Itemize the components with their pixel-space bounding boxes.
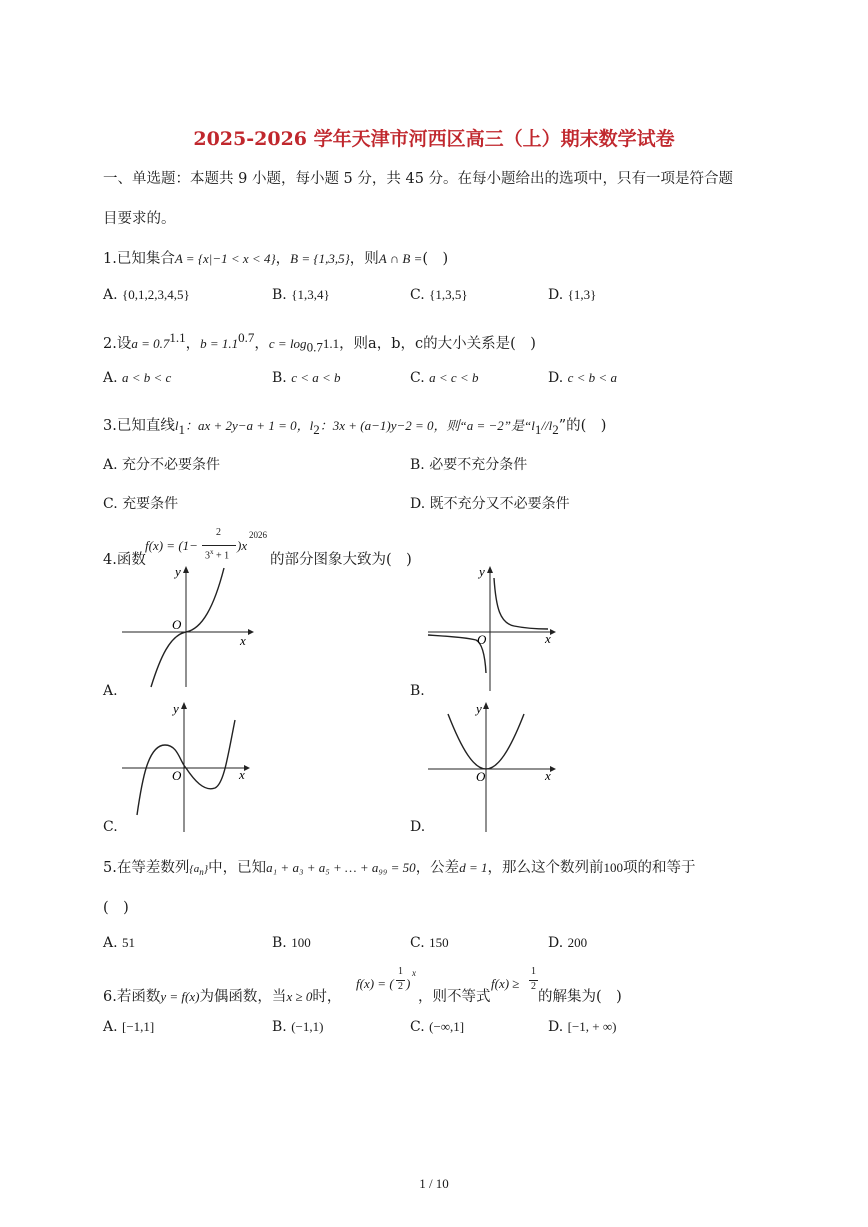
option-label: A. <box>103 370 118 386</box>
y-axis-arrow <box>183 566 189 573</box>
q4-option-d-label[interactable]: D. <box>410 819 426 835</box>
option-label: C. <box>410 370 425 386</box>
q4-option-a-label[interactable]: A. <box>103 683 118 699</box>
option-value: [−1,1] <box>122 1019 155 1034</box>
q4-frac-den-tail: + 1 <box>213 550 230 562</box>
q1-set-b: B = {1,3,5} <box>290 251 350 266</box>
option-value: {1,3,4} <box>291 287 330 302</box>
q2-a-exp: 1.1 <box>169 330 186 345</box>
section-instructions-line1: 一、单选题：本题共 9 小题，每小题 5 分，共 45 分。在每小题给出的选项中，只有一项是符合题 <box>103 171 734 187</box>
option-value: c < b < a <box>567 370 617 385</box>
option-value: a < c < b <box>429 370 479 385</box>
origin-label: O <box>172 617 182 632</box>
q5-seq <box>189 863 209 878</box>
page-title: 2025-2026 学年天津市河西区高三（上）期末数学试卷 <box>193 128 675 150</box>
q2-c: c = log <box>268 335 307 351</box>
q3-eq1: ：ax + 2y−a + 1 = 0， <box>184 418 310 433</box>
q6-frac-num: 1 <box>398 966 403 977</box>
option-value: (−∞,1] <box>429 1019 465 1034</box>
q5-mid2: ，公差 <box>415 860 460 876</box>
option-value: 200 <box>567 935 588 950</box>
option-value: 100 <box>291 935 311 950</box>
option-value: 充要条件 <box>122 496 179 512</box>
q6-option-b[interactable] <box>272 1019 323 1035</box>
option-value: 150 <box>429 935 449 950</box>
q4-func-lhs: f(x) = (1− <box>145 538 198 553</box>
option-value: {1,3,5} <box>429 287 468 302</box>
origin-label: O <box>172 768 182 783</box>
question-1 <box>103 247 448 268</box>
q6-ineq-lhs: f(x) ≥ <box>491 976 520 991</box>
q3-prefix: 3.已知直线 <box>103 418 175 434</box>
q1-expr: A ∩ B = <box>378 251 423 266</box>
x-label: x <box>239 767 245 782</box>
q4-graph-c[interactable] <box>118 700 258 835</box>
q6-option-a[interactable] <box>103 1019 154 1035</box>
option-label: B. <box>410 457 425 473</box>
y-label: y <box>476 701 482 716</box>
q4-tail: 的部分图象大致为( ) <box>270 552 412 568</box>
option-label: A. <box>103 1019 118 1035</box>
option-value: {1,3} <box>567 287 597 302</box>
q6-prefix: 6.若函数 <box>103 989 161 1005</box>
q5-tail: ，那么这个数列前 <box>487 860 604 876</box>
q3-tail: ”的( ) <box>558 418 607 434</box>
q1-option-a[interactable] <box>103 287 190 303</box>
section-instructions-line2: 目要求的。 <box>103 211 176 227</box>
q4-graph-a[interactable] <box>118 563 258 688</box>
q3-eq2: ：3x + (a−1)y−2 = 0，则“a = −2”是“ <box>319 418 532 433</box>
q3-option-d[interactable] <box>410 493 570 513</box>
q1-sep: ， <box>275 251 291 267</box>
x-label: x <box>545 631 551 646</box>
option-value: 既不充分又不必要条件 <box>429 496 570 512</box>
option-label: B. <box>272 287 287 303</box>
q4-option-b-label[interactable]: B. <box>410 683 425 699</box>
q5-sum: a₁ + a₃ + a₅ + … + a₉₉ = 50 <box>266 860 416 875</box>
option-label: D. <box>410 496 426 512</box>
q6-tail: 的解集为( ) <box>538 989 622 1005</box>
q4-frac-den-base: 3 <box>205 550 210 562</box>
origin-label: O <box>476 769 486 784</box>
page-number: 1 / 10 <box>419 1176 449 1191</box>
q2-b-exp: 0.7 <box>238 330 255 345</box>
option-label: C. <box>410 287 425 303</box>
option-value: [−1, + ∞) <box>567 1019 617 1034</box>
q1-then: ，则 <box>349 251 379 267</box>
q3-option-a[interactable] <box>103 454 220 474</box>
curve <box>151 568 224 687</box>
q1-option-d[interactable] <box>548 287 596 303</box>
q6-ineq-num: 1 <box>531 966 536 977</box>
q5-seq-sub: n <box>199 867 204 878</box>
q5-paren: ( ) <box>103 900 129 916</box>
q5-option-b[interactable] <box>272 935 311 951</box>
q3-par-s2: 2 <box>552 421 559 437</box>
option-value: (−1,1) <box>291 1019 324 1034</box>
y-label: y <box>479 564 485 579</box>
q1-set-a: A = {x|−1 < x < 4} <box>174 251 276 266</box>
q4-option-c-label[interactable]: C. <box>103 819 118 835</box>
q4-frac-den <box>205 548 229 561</box>
q2-c-arg: 1.1 <box>322 335 340 351</box>
q2-prefix: 2.设 <box>103 335 132 352</box>
q3-l1-sub: 1 <box>178 421 185 437</box>
q3-par-s1: 1 <box>534 421 542 437</box>
option-label: B. <box>272 935 287 951</box>
q6-fx-lhs: f(x) = ( <box>356 976 394 991</box>
q6-y: y = f(x) <box>160 989 200 1004</box>
q5-option-c[interactable] <box>410 935 449 951</box>
q6-ineq-den: 2 <box>531 981 536 992</box>
q3-l2-sub: 2 <box>313 421 320 437</box>
x-axis-arrow <box>248 629 254 635</box>
q3-par: l <box>531 418 535 433</box>
x-label: x <box>545 768 551 783</box>
q6-mid: 为偶函数，当 <box>199 989 287 1005</box>
option-value: 充分不必要条件 <box>122 457 221 473</box>
option-label: D. <box>548 370 564 386</box>
q5-prefix: 5.在等差数列 <box>103 860 190 876</box>
option-label: D. <box>548 935 564 951</box>
q3-option-c[interactable] <box>103 493 178 513</box>
q4-graph-b[interactable] <box>424 563 564 693</box>
q3-l1: l <box>174 418 179 433</box>
y-label: y <box>173 701 179 716</box>
q2-option-c[interactable] <box>410 370 478 386</box>
curve-right <box>494 578 548 629</box>
q6-mid3: ，则不等式 <box>418 989 491 1005</box>
q6-mid2: 时， <box>312 989 342 1005</box>
option-label: A. <box>103 287 118 303</box>
option-label: D. <box>548 287 564 303</box>
q5-option-a[interactable] <box>103 935 135 951</box>
x-axis-arrow <box>550 766 556 772</box>
q5-seq-close: } <box>203 863 209 875</box>
x-axis-arrow <box>244 765 250 771</box>
q2-tail: ，则a，b，c的大小关系是( ) <box>339 335 536 352</box>
q5-n: 100 <box>603 860 623 875</box>
q1-option-b[interactable] <box>272 287 330 303</box>
option-label: B. <box>272 370 287 386</box>
y-axis-arrow <box>181 702 187 709</box>
option-label: C. <box>410 1019 425 1035</box>
option-label: A. <box>103 935 118 951</box>
q2-option-a[interactable] <box>103 370 171 386</box>
q4-func-exp: 2026 <box>249 530 267 540</box>
y-label: y <box>175 564 181 579</box>
q2-option-b[interactable] <box>272 370 341 386</box>
q5-tail2: 项的和等于 <box>622 860 696 876</box>
q4-frac-bar <box>202 545 236 546</box>
q2-b: b = 1.1 <box>200 335 239 351</box>
q6-option-d[interactable] <box>548 1019 616 1035</box>
question-2: 2.设$a = 0.7^{1.1}$，$b = 1.1^{0.7}$，$c = \log_{0.7}1.1$，则a，b，c的大小关系是( ) <box>103 330 536 355</box>
q5-option-d[interactable] <box>548 935 587 951</box>
q2-option-d[interactable] <box>548 370 617 386</box>
q1-paren: ( ) <box>422 251 449 267</box>
q6-cond: x ≥ 0 <box>286 989 313 1004</box>
q1-option-c[interactable] <box>410 287 468 303</box>
q2-a: a = 0.7 <box>131 335 170 351</box>
option-value: c < a < b <box>291 370 341 385</box>
option-label: C. <box>103 496 118 512</box>
q4-frac-num: 2 <box>216 527 221 538</box>
q5-mid: 中，已知 <box>208 860 267 876</box>
x-axis-arrow <box>550 629 556 635</box>
q4-frac-den-exp: x <box>210 548 214 556</box>
q5-d: d = 1 <box>459 860 488 875</box>
q4-graph-d[interactable] <box>424 700 564 835</box>
y-axis-arrow <box>483 702 489 709</box>
y-axis-arrow <box>487 566 493 573</box>
question-5 <box>103 856 695 877</box>
option-value: 51 <box>122 935 136 950</box>
option-label: B. <box>272 1019 287 1035</box>
q2-c-sub: 0.7 <box>306 339 323 355</box>
q6-option-c[interactable] <box>410 1019 464 1035</box>
question-6-part1 <box>103 985 341 1006</box>
q5-seq-open: {a <box>189 863 200 875</box>
q3-par-mid: //l <box>541 418 553 433</box>
option-value: 必要不充分条件 <box>429 457 528 473</box>
q6-fx-close: ) <box>406 976 411 991</box>
q4-func-rhs: )x <box>237 538 248 553</box>
q6-fx-exp: x <box>412 968 416 978</box>
option-value: a < b < c <box>122 370 172 385</box>
option-value: {0,1,2,3,4,5} <box>122 287 190 302</box>
option-label: D. <box>548 1019 564 1035</box>
question-3 <box>103 414 606 438</box>
x-label: x <box>240 633 246 648</box>
question-4-prefix: 4.函数 <box>103 552 146 568</box>
origin-label: O <box>477 632 487 647</box>
q3-l2: l <box>309 418 314 433</box>
q1-prefix: 1.已知集合 <box>103 251 175 267</box>
option-label: C. <box>410 935 425 951</box>
q6-frac-den: 2 <box>398 981 403 992</box>
option-label: A. <box>103 457 118 473</box>
q3-option-b[interactable] <box>410 454 527 474</box>
